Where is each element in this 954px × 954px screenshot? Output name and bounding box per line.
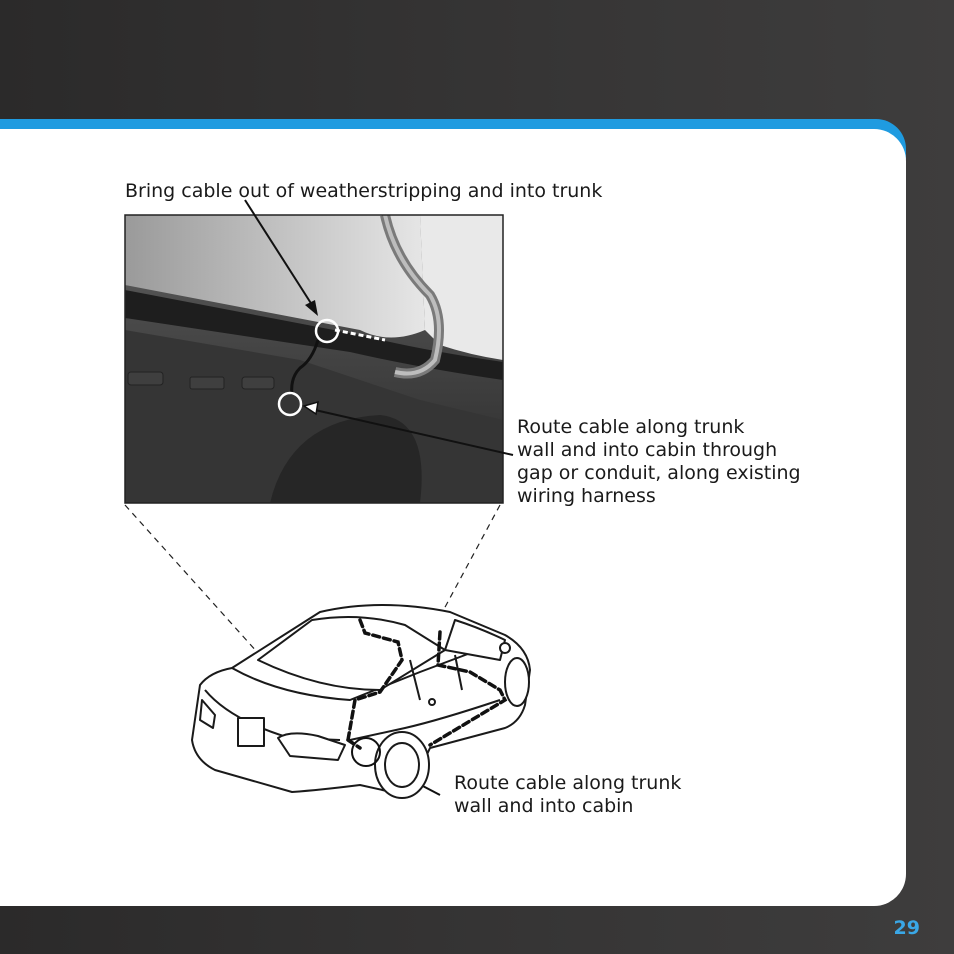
trunk-photo bbox=[125, 215, 503, 503]
car-illustration bbox=[192, 605, 530, 798]
caption-trunk-wall: Route cable along trunk wall and into cabin through gap or conduit, along existing wiring harness bbox=[517, 416, 801, 507]
caption-trunk-to-cabin: Route cable along trunk wall and into cabin bbox=[454, 772, 682, 817]
caption-weatherstripping: Bring cable out of weatherstripping and into trunk bbox=[125, 180, 603, 202]
page-number: 29 bbox=[893, 917, 920, 939]
